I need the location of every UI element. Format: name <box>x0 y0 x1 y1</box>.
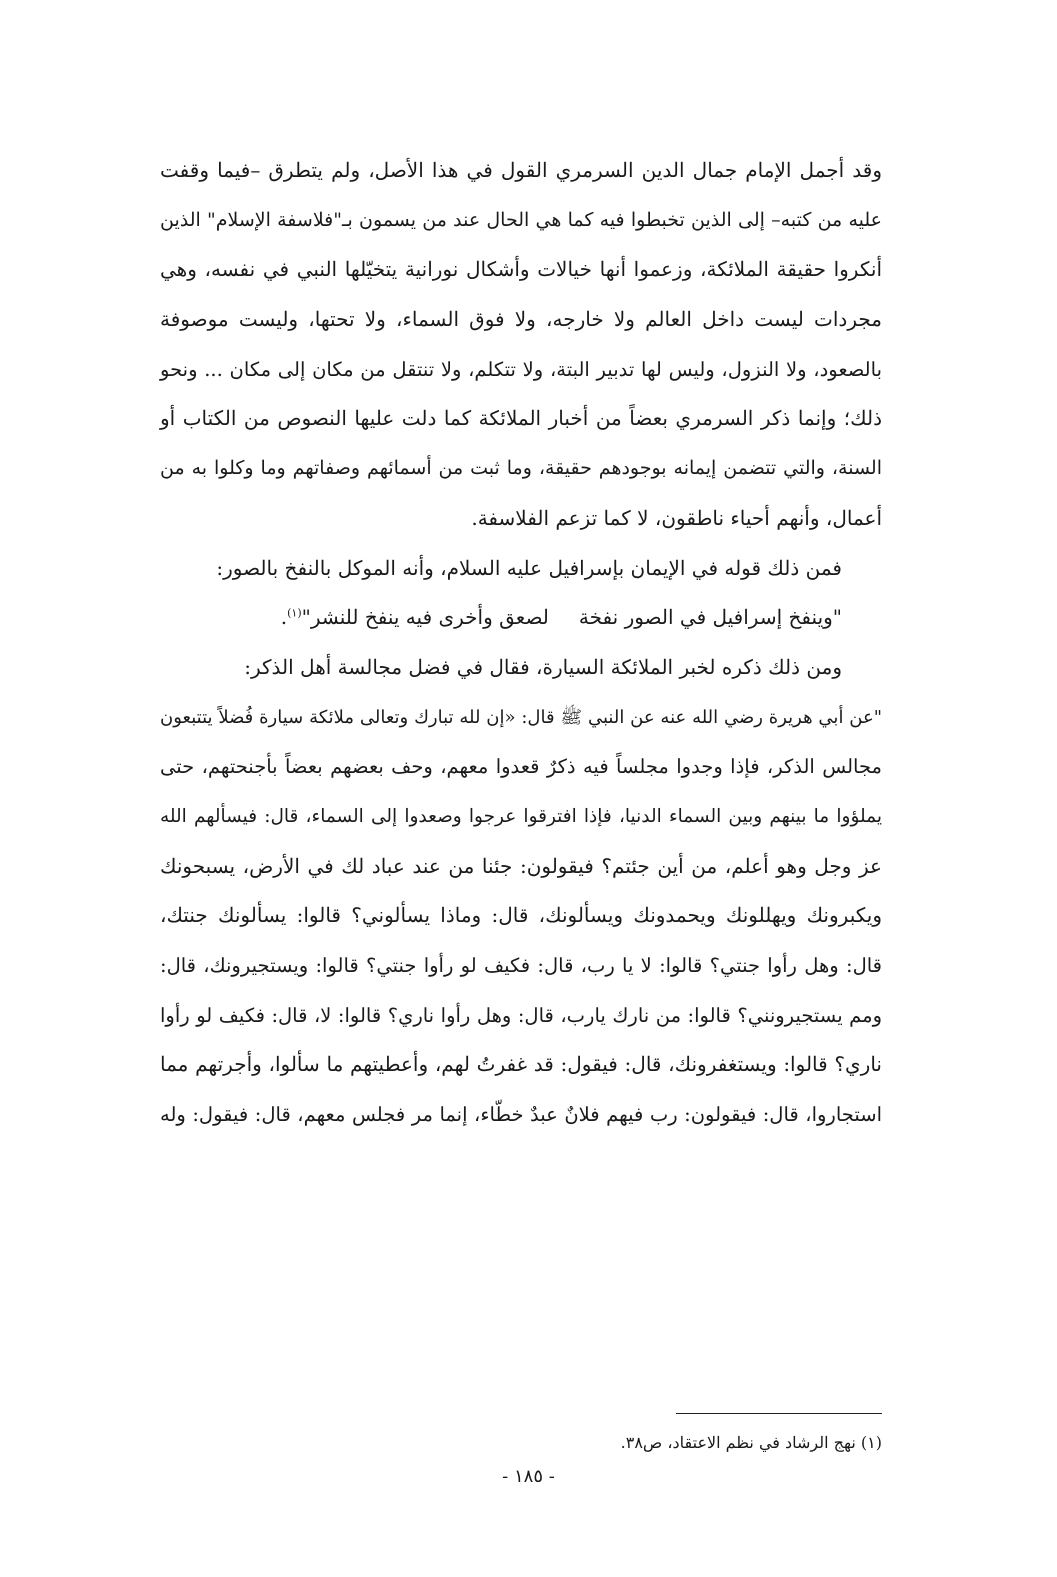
footnote: (١) نهج الرشاد في نظم الاعتقاد، ص٣٨. <box>620 1433 882 1452</box>
footnote-divider <box>676 1413 882 1414</box>
paragraph-line-2: عليه من كتبه– إلى الذين تخبطوا فيه كما هي الحال عند من يسمون بـ"فلاسفة الإسلام" الذين <box>160 208 882 231</box>
paragraph-line-6: ذلك؛ وإنما ذكر السرمري بعضاً من أخبار الملائكة كما دلت عليها النصوص من الكتاب أو <box>160 406 882 431</box>
hadith-line-4: عز وجل وهو أعلم، من أين جئتم؟ فيقولون: جئنا من عند عباد لك في الأرض، يسبحونك <box>160 853 882 878</box>
page-number: - ١٨٥ - <box>502 1466 555 1487</box>
hadith-line-2: مجالس الذكر، فإذا وجدوا مجلساً فيه ذكرٌ قعدوا معهم، وحف بعضهم بعضاً بأجنحتهم، حتى <box>160 755 882 779</box>
hadith-line-1: "عن أبي هريرة رضي الله عنه عن النبي ﷺ قال: «إن لله تبارك وتعالى ملائكة سيارة فُضلاً يتتبعون <box>160 706 882 728</box>
angels-intro: ومن ذلك ذكره لخبر الملائكة السيارة، فقال في فضل مجالسة أهل الذكر: <box>244 654 842 679</box>
body-text <box>160 146 882 1140</box>
hadith-line-5: ويكبرونك ويهللونك ويحمدونك ويسألونك، قال: وماذا يسألوني؟ قالوا: يسألونك جنتك، <box>160 903 882 928</box>
hadith-line-3: يملؤوا ما بينهم وبين السماء الدنيا، فإذا افترقوا عرجوا وصعدوا إلى السماء، قال: فيسألهم الله <box>160 805 882 827</box>
hadith-line-7: ومم يستجيرونني؟ قالوا: من نارك يارب، قال: وهل رأوا ناري؟ قالوا: لا، قال: فكيف لو رأوا <box>160 1003 882 1027</box>
paragraph-line-4: مجردات ليست داخل العالم ولا خارجه، ولا فوق السماء، ولا تحتها، وليست موصوفة <box>160 307 882 332</box>
paragraph-line-5: بالصعود، ولا النزول، وليس لها تدبير البتة، ولا تتكلم، ولا تنتقل من مكان إلى مكان ... ونحو <box>160 357 882 381</box>
paragraph-line-8: أعمال، وأنهم أحياء ناطقون، لا كما تزعم الفلاسفة. <box>471 505 882 530</box>
hadith-line-6: قال: وهل رأوا جنتي؟ قالوا: لا يا رب، قال: فكيف لو رأوا جنتي؟ قالوا: ويستجيرونك، قال: <box>160 954 882 977</box>
verse-first-hemistich: "وينفخ إسرافيل في الصور نفخة <box>578 605 842 630</box>
hadith-line-8: ناري؟ قالوا: ويستغفرونك، قال: فيقول: قد غفرتُ لهم، وأعطيتهم ما سألوا، وأجرتهم مما <box>160 1052 882 1077</box>
verse <box>160 593 882 643</box>
footnote-reference: (١) <box>287 606 302 620</box>
verse-second-hemistich: لصعق وأخرى فيه ينفخ للنشر"$^{(١)}$. <box>280 605 549 630</box>
hadith-line-9: استجاروا، قال: فيقولون: رب فيهم فلانٌ عبدٌ خطّاء، إنما مر فجلس معهم، قال: فيقول: وله <box>160 1103 882 1127</box>
paragraph-line-1: وقد أجمل الإمام جمال الدين السرمري القول في هذا الأصل، ولم يتطرق –فيما وقفت <box>160 158 882 182</box>
paragraph-line-3: أنكروا حقيقة الملائكة، وزعموا أنها خيالات وأشكال نورانية يتخيّلها النبي في نفسه، وهي <box>160 257 882 282</box>
paragraph-line-7: السنة، والتي تتضمن إيمانه بوجودهم حقيقة، وما ثبت من أسمائهم وصفاتهم وما وكلوا به من <box>160 457 882 480</box>
israfil-intro: فمن ذلك قوله في الإيمان بإسرافيل عليه السلام، وأنه الموكل بالنفخ بالصور: <box>216 555 842 580</box>
